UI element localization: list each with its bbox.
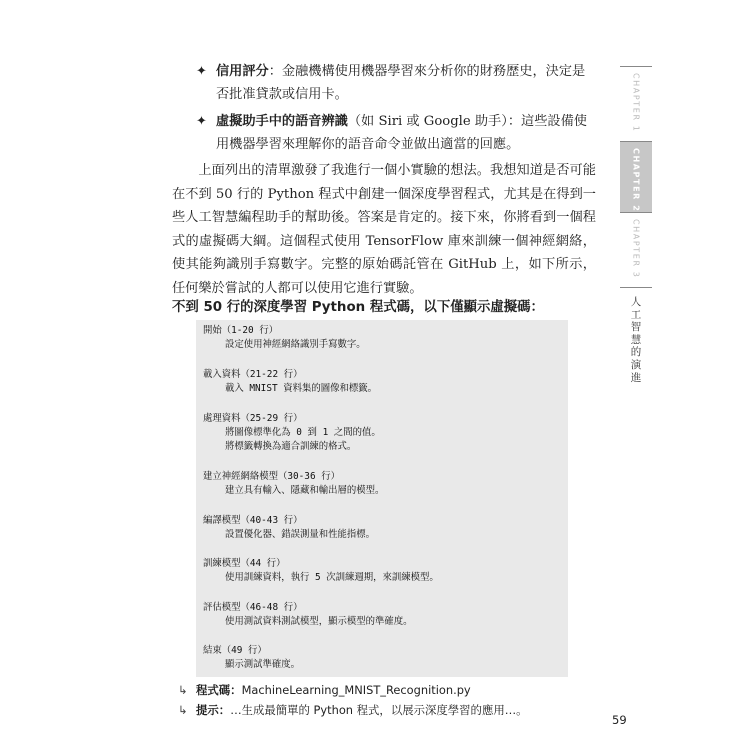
pseudocode-block (196, 320, 568, 677)
bullet-text: （如 Siri 或 Google 助手）：這些設備使用機器學習來理解你的語音命令並做出適當的回應。 (216, 114, 587, 152)
side-title-char: 工 (630, 308, 642, 321)
code-line: 設置優化器、錯誤測量和性能指標。 (225, 529, 376, 540)
code-section-compile-model (203, 514, 375, 542)
chapter-tab-label: CHAPTER 3 (631, 219, 641, 279)
code-section-title: 編譯模型（40-43 行） (203, 515, 303, 526)
code-section-title: 結束（49 行） (203, 645, 267, 656)
code-section-start (203, 324, 366, 352)
section-heading: 不到 50 行的深度學習 Python 程式碼，以下僅顯示虛擬碼： (172, 300, 544, 315)
code-line: 將標籤轉換為適合訓練的格式。 (225, 441, 357, 452)
code-section-title: 載入資料（21-22 行） (203, 369, 303, 380)
side-title-char: 進 (630, 371, 642, 384)
code-line: 設定使用神經網絡識別手寫數字。 (225, 339, 366, 350)
bullet-item-credit-score (196, 60, 596, 106)
side-title-char: 人 (630, 296, 642, 308)
bullet-term: 虛擬助手中的語音辨識 (216, 114, 348, 129)
body-paragraph: 上面列出的清單激發了我進行一個小實驗的想法。我想知道是否可能在不到 50 行的 Python 程式中創建一個深度學習程式，尤其是在得到一些人工智慧編程助手的幫助後。答案是肯定的。接下來，你將看到一個程式的虛擬碼大綱。這個程式使用 TensorFlow 庫來訓練一個神經網絡，使其能夠識別手寫數字。完整的原始碼託管在 GitHub 上，如下所示，任何樂於嘗試的人都可以使用它進行實驗。 (172, 163, 596, 296)
code-section-title: 訓練模型（44 行） (203, 558, 286, 569)
code-section-title: 處理資料（25-29 行） (203, 413, 303, 424)
chapter-tab-label: CHAPTER 1 (631, 73, 641, 133)
chapter-title-vertical (620, 296, 652, 384)
code-line: 將圖像標準化為 0 到 1 之間的值。 (225, 427, 381, 438)
return-arrow-icon: ↳ (178, 703, 188, 717)
ref-text: MachineLearning_MNIST_Recognition.py (241, 683, 471, 697)
diamond-star-icon: ✦ (196, 114, 207, 129)
side-title-char: 演 (630, 358, 642, 371)
ref-label: 提示： (196, 703, 231, 717)
code-section-process-data (203, 412, 381, 454)
chapter-tab-3 (620, 213, 652, 287)
chapter-tab-label: CHAPTER 2 (631, 148, 641, 213)
bullet-text: ：金融機構使用機器學習來分析你的財務歷史，決定是否批准貸款或信用卡。 (216, 64, 586, 102)
code-section-evaluate-model (203, 601, 413, 629)
code-line: 顯示測試準確度。 (225, 659, 301, 670)
code-line: 建立具有輸入、隱藏和輸出層的模型。 (225, 485, 385, 496)
code-section-load-data (203, 368, 377, 396)
side-title-char: 慧 (630, 333, 642, 346)
chapter-divider (620, 287, 652, 288)
code-section-title: 評估模型（46-48 行） (203, 602, 303, 613)
prompt-reference (178, 702, 528, 718)
source-file-reference (178, 682, 471, 698)
bullet-list (196, 60, 596, 160)
bullet-item-voice-recognition (196, 110, 596, 156)
ref-label: 程式碼： (196, 683, 242, 697)
code-section-build-model (203, 470, 384, 498)
chapter-tab-1 (620, 67, 652, 141)
side-title-char: 的 (630, 346, 642, 359)
chapter-tab-2-active (620, 142, 652, 212)
code-section-title: 建立神經網絡模型（30-36 行） (203, 471, 340, 482)
code-line: 使用測試資料測試模型，顯示模型的準確度。 (225, 616, 413, 627)
bullet-term: 信用評分 (216, 64, 269, 79)
ref-text: …生成最簡單的 Python 程式，以展示深度學習的應用…。 (230, 703, 528, 717)
side-title-char: 智 (630, 321, 642, 334)
return-arrow-icon: ↳ (178, 683, 188, 697)
code-section-title: 開始（1-20 行） (203, 325, 279, 336)
page-number: 59 (612, 713, 627, 727)
code-section-end (203, 644, 300, 672)
diamond-star-icon: ✦ (196, 64, 207, 79)
code-section-train-model (203, 557, 439, 585)
code-line: 載入 MNIST 資料集的圖像和標籤。 (225, 383, 378, 394)
code-line: 使用訓練資料，執行 5 次訓練週期，來訓練模型。 (225, 572, 439, 583)
